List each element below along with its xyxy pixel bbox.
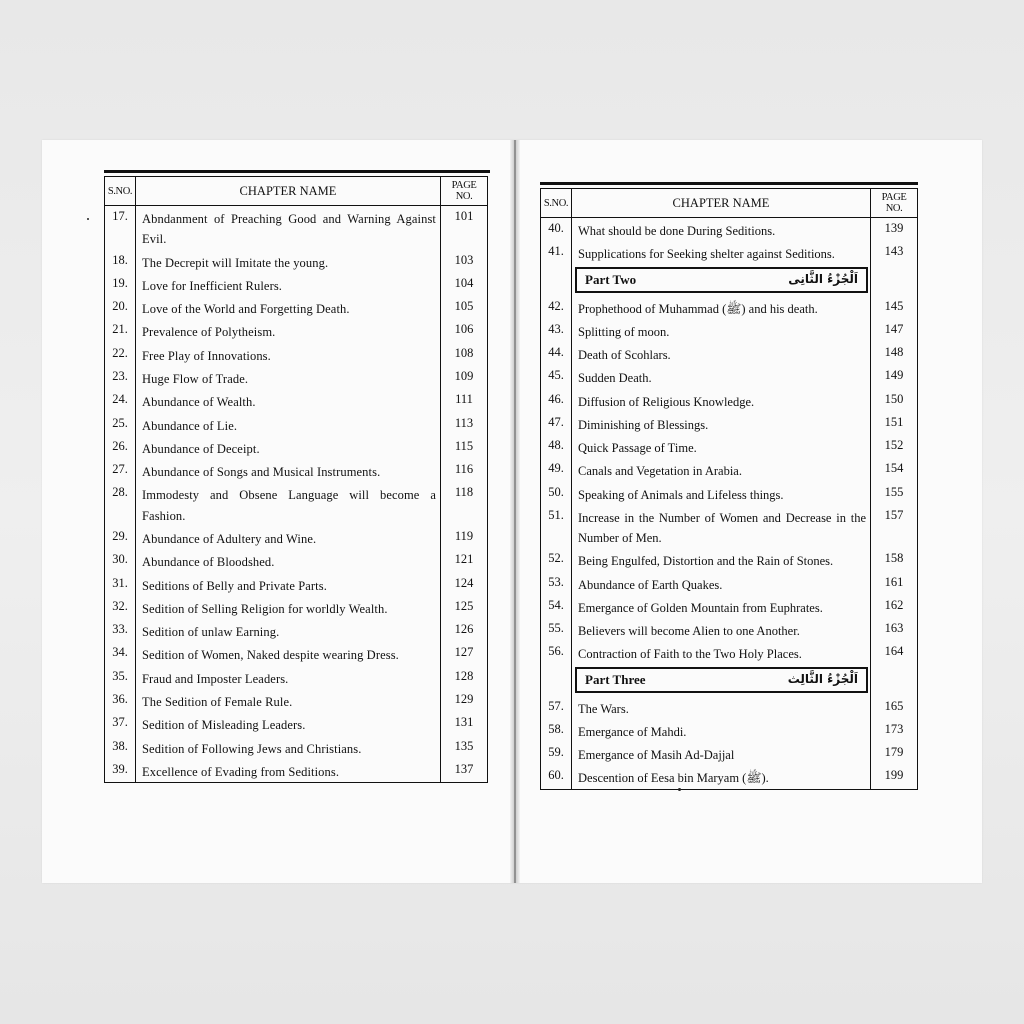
row-number: 17. — [105, 206, 136, 250]
page-number: 145 — [884, 298, 904, 313]
row-number: 31. — [105, 573, 136, 596]
chapter-name: Prevalence of Polytheism. — [136, 319, 441, 342]
chapter-name: Quick Passage of Time. — [572, 435, 871, 458]
chapter-name: Love for Inefficient Rulers. — [136, 273, 441, 296]
chapter-name: The Wars. — [572, 696, 871, 719]
page-number: 115 — [454, 438, 474, 453]
chapter-name: Descention of Eesa bin Maryam (ﷺ). — [572, 765, 871, 789]
table-row — [541, 505, 918, 549]
chapter-name: The Sedition of Female Rule. — [136, 689, 441, 712]
table-row — [105, 689, 488, 712]
open-book — [42, 140, 982, 883]
row-number — [541, 265, 572, 296]
table-row — [541, 241, 918, 264]
chapter-name: Abundance of Wealth. — [136, 389, 441, 412]
page-number: 151 — [884, 414, 904, 429]
chapter-name: Diminishing of Blessings. — [572, 412, 871, 435]
table-row — [541, 618, 918, 641]
row-number: 60. — [541, 765, 572, 789]
chapter-name: Sedition of Misleading Leaders. — [136, 712, 441, 735]
page-number: 131 — [454, 715, 474, 730]
chapter-name-header: CHAPTER NAME — [572, 189, 871, 218]
left-page — [42, 140, 510, 883]
page-number: 116 — [454, 462, 474, 477]
table-row — [541, 719, 918, 742]
page-number: 128 — [454, 668, 474, 683]
chapter-name: Canals and Vegetation in Arabia. — [572, 458, 871, 481]
page-number: 199 — [884, 768, 904, 783]
contents-table — [104, 176, 488, 783]
row-number: 40. — [541, 218, 572, 242]
chapter-name: Huge Flow of Trade. — [136, 366, 441, 389]
page-number: 164 — [884, 644, 904, 659]
page-number: 111 — [455, 392, 473, 407]
part-heading-box — [575, 267, 868, 293]
page-number: 105 — [454, 299, 474, 314]
table-row — [105, 366, 488, 389]
page-number: 101 — [454, 209, 474, 223]
table-row — [541, 365, 918, 388]
page-number: 154 — [884, 461, 904, 476]
book-gutter — [510, 140, 520, 883]
chapter-name: Being Engulfed, Distortion and the Rain of Stones. — [572, 548, 871, 571]
page-number: 126 — [454, 622, 474, 637]
table-row — [541, 482, 918, 505]
page-number: 118 — [454, 485, 474, 500]
page-number: 119 — [454, 528, 474, 543]
page-number: 158 — [884, 551, 904, 566]
row-number: 42. — [541, 296, 572, 319]
chapter-name: Prophethood of Muhammad (ﷺ) and his death. — [572, 296, 871, 319]
chapter-name: Excellence of Evading from Seditions. — [136, 759, 441, 783]
page-number: 113 — [454, 415, 474, 430]
row-number: 30. — [105, 549, 136, 572]
table-row — [541, 641, 918, 664]
row-number: 33. — [105, 619, 136, 642]
table-row — [105, 436, 488, 459]
page-number: 135 — [454, 738, 474, 753]
table-row — [105, 736, 488, 759]
page-no-header: PAGE NO. — [871, 189, 918, 218]
row-number: 52. — [541, 548, 572, 571]
page-number: 163 — [884, 621, 904, 635]
part-heading-row — [541, 665, 918, 696]
left-contents-table — [104, 170, 488, 783]
table-row — [105, 459, 488, 482]
row-number: 23. — [105, 366, 136, 389]
table-row — [105, 250, 488, 273]
chapter-name: Increase in the Number of Women and Decrease in the Number of Men. — [572, 505, 871, 549]
row-number: 51. — [541, 505, 572, 549]
part-arabic-label: اَلْجُزْءُ الثَّالِث — [787, 671, 858, 686]
table-row — [105, 759, 488, 783]
page-number: 143 — [884, 244, 904, 259]
row-number: 36. — [105, 689, 136, 712]
chapter-name: Diffusion of Religious Knowledge. — [572, 389, 871, 412]
row-number: 34. — [105, 642, 136, 665]
page-number: 152 — [884, 438, 904, 452]
row-number: 32. — [105, 596, 136, 619]
chapter-name: Seditions of Belly and Private Parts. — [136, 573, 441, 596]
table-row — [105, 642, 488, 665]
contents-table — [540, 188, 918, 790]
table-row — [541, 458, 918, 481]
table-row — [105, 273, 488, 296]
table-row — [105, 712, 488, 735]
row-number: 48. — [541, 435, 572, 458]
row-number: 47. — [541, 412, 572, 435]
table-header-row — [541, 189, 918, 218]
page-number: 137 — [454, 761, 474, 776]
chapter-name: What should be done During Seditions. — [572, 218, 871, 242]
page-number: 108 — [454, 345, 474, 360]
row-number: 59. — [541, 742, 572, 765]
table-row — [541, 342, 918, 365]
table-row — [105, 206, 488, 250]
row-number: 35. — [105, 666, 136, 689]
row-number: 19. — [105, 273, 136, 296]
row-number: 43. — [541, 319, 572, 342]
page-number — [871, 665, 918, 696]
table-row — [541, 572, 918, 595]
page-number: 127 — [454, 645, 474, 660]
row-number: 24. — [105, 389, 136, 412]
chapter-name: Free Play of Innovations. — [136, 343, 441, 366]
table-row — [541, 319, 918, 342]
page-number: 162 — [884, 597, 904, 612]
part-arabic-label: اَلْجُزْءُ الثَّانِى — [788, 271, 858, 286]
page-number: 165 — [884, 698, 904, 713]
row-number: 18. — [105, 250, 136, 273]
table-row — [105, 389, 488, 412]
part-heading-box — [575, 667, 868, 693]
chapter-name: Sedition of unlaw Earning. — [136, 619, 441, 642]
page-number: 150 — [884, 391, 904, 406]
page-number: 125 — [454, 598, 474, 613]
row-number — [541, 665, 572, 696]
row-number: 38. — [105, 736, 136, 759]
speck — [87, 218, 89, 220]
table-row — [105, 482, 488, 526]
chapter-name: Immodesty and Obsene Language will become a Fashion. — [136, 482, 441, 526]
table-row — [105, 296, 488, 319]
chapter-name: Abundance of Adultery and Wine. — [136, 526, 441, 549]
row-number: 46. — [541, 389, 572, 412]
chapter-name-header: CHAPTER NAME — [136, 177, 441, 206]
table-row — [105, 596, 488, 619]
table-row — [541, 296, 918, 319]
chapter-name: Fraud and Imposter Leaders. — [136, 666, 441, 689]
chapter-name: The Decrepit will Imitate the young. — [136, 250, 441, 273]
table-row — [105, 319, 488, 342]
chapter-name: Abundance of Lie. — [136, 413, 441, 436]
table-row — [541, 696, 918, 719]
table-row — [541, 435, 918, 458]
table-row — [105, 343, 488, 366]
row-number: 41. — [541, 241, 572, 264]
table-header-row — [105, 177, 488, 206]
row-number: 56. — [541, 641, 572, 664]
page-no-header: PAGE NO. — [441, 177, 488, 206]
left-table-body — [105, 206, 488, 783]
chapter-name: Sudden Death. — [572, 365, 871, 388]
chapter-name: Love of the World and Forgetting Death. — [136, 296, 441, 319]
page-number: 103 — [454, 252, 474, 267]
part-label: Part Three — [585, 671, 646, 687]
chapter-name: Abundance of Songs and Musical Instruments. — [136, 459, 441, 482]
row-number: 22. — [105, 343, 136, 366]
page-number: 147 — [884, 321, 904, 336]
chapter-name: Contraction of Faith to the Two Holy Places. — [572, 641, 871, 664]
chapter-name: Splitting of moon. — [572, 319, 871, 342]
page-number: 139 — [884, 221, 904, 235]
table-row — [105, 413, 488, 436]
page-number: 148 — [884, 345, 904, 359]
sno-header: S.NO. — [105, 177, 136, 206]
page-number: 179 — [884, 745, 904, 759]
row-number: 50. — [541, 482, 572, 505]
page-number: 149 — [884, 368, 904, 383]
row-number: 44. — [541, 342, 572, 365]
chapter-name: Death of Scohlars. — [572, 342, 871, 365]
page-number: 106 — [454, 322, 474, 337]
table-row — [105, 573, 488, 596]
page-number: 129 — [454, 692, 474, 707]
row-number: 54. — [541, 595, 572, 618]
part-heading-cell — [572, 665, 871, 696]
row-number: 26. — [105, 436, 136, 459]
page-number: 161 — [884, 574, 904, 589]
row-number: 53. — [541, 572, 572, 595]
page-number: 157 — [884, 507, 904, 522]
chapter-name: Sedition of Selling Religion for worldly Wealth. — [136, 596, 441, 619]
table-row — [541, 742, 918, 765]
sno-header: S.NO. — [541, 189, 572, 218]
table-row — [541, 595, 918, 618]
page-number: 124 — [454, 575, 474, 590]
page-number: 173 — [884, 721, 904, 736]
chapter-name: Sedition of Women, Naked despite wearing Dress. — [136, 642, 441, 665]
row-number: 37. — [105, 712, 136, 735]
chapter-name: Emergance of Golden Mountain from Euphrates. — [572, 595, 871, 618]
row-number: 39. — [105, 759, 136, 783]
table-row — [541, 548, 918, 571]
row-number: 45. — [541, 365, 572, 388]
right-table-body — [541, 218, 918, 790]
top-rule — [540, 182, 918, 185]
chapter-name: Speaking of Animals and Lifeless things. — [572, 482, 871, 505]
row-number: 57. — [541, 696, 572, 719]
page-number: 121 — [454, 552, 474, 567]
table-row — [541, 412, 918, 435]
page-number: 104 — [454, 275, 474, 290]
part-label: Part Two — [585, 271, 637, 287]
row-number: 29. — [105, 526, 136, 549]
part-heading-cell — [572, 265, 871, 296]
top-rule — [104, 170, 490, 173]
chapter-name: Abndanment of Preaching Good and Warning Against Evil. — [136, 206, 441, 250]
table-row — [105, 549, 488, 572]
row-number: 55. — [541, 618, 572, 641]
page-number — [871, 265, 918, 296]
row-number: 21. — [105, 319, 136, 342]
table-row — [105, 526, 488, 549]
chapter-name: Sedition of Following Jews and Christians. — [136, 736, 441, 759]
row-number: 25. — [105, 413, 136, 436]
chapter-name: Emergance of Mahdi. — [572, 719, 871, 742]
chapter-name: Emergance of Masih Ad-Dajjal — [572, 742, 871, 765]
table-row — [105, 619, 488, 642]
table-row — [541, 218, 918, 242]
row-number: 49. — [541, 458, 572, 481]
row-number: 58. — [541, 719, 572, 742]
table-row — [541, 389, 918, 412]
chapter-name: Abundance of Deceipt. — [136, 436, 441, 459]
row-number: 28. — [105, 482, 136, 526]
page-number: 155 — [884, 484, 904, 499]
page-number: 109 — [454, 368, 474, 383]
right-contents-table — [540, 182, 918, 790]
speck — [678, 788, 681, 791]
chapter-name: Abundance of Earth Quakes. — [572, 572, 871, 595]
right-page — [520, 140, 982, 883]
part-heading-row — [541, 265, 918, 296]
table-row — [105, 666, 488, 689]
table-row — [541, 765, 918, 789]
chapter-name: Supplications for Seeking shelter against Seditions. — [572, 241, 871, 264]
chapter-name: Abundance of Bloodshed. — [136, 549, 441, 572]
row-number: 20. — [105, 296, 136, 319]
chapter-name: Believers will become Alien to one Another. — [572, 618, 871, 641]
row-number: 27. — [105, 459, 136, 482]
